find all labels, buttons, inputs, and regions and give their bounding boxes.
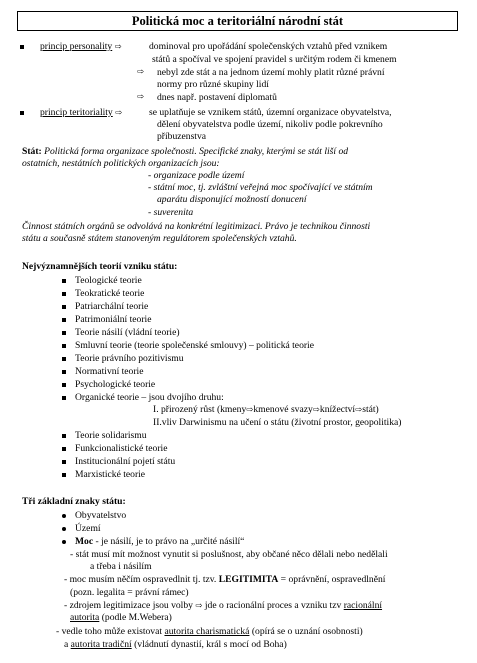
square-bullet-icon [20, 45, 24, 49]
moc-detail: - zdrojem legitimizace jsou volby ⇨ jde o racionální proces a vzniku tzv racionální [64, 600, 383, 611]
implies-arrow-icon: ⇨ [137, 67, 145, 77]
moc-detail: autorita (podle M.Webera) [70, 612, 172, 623]
square-bullet-icon [62, 460, 66, 464]
moc-detail: - stát musí mít možnost vynutit si poslušnost, aby občané něco dělali nebo nedělali [70, 549, 388, 560]
theory-item: Teorie násilí (vládní teorie) [75, 327, 180, 338]
square-bullet-icon [62, 357, 66, 361]
moc-text: - je násilí, je to právo na „určité násilí“ [93, 536, 245, 547]
principle-personality-line: dnes např. postavení diplomatů [157, 92, 277, 103]
sign-item: Území [75, 523, 101, 534]
round-bullet-icon [62, 540, 66, 544]
stat-paragraph: státu a současně státem stanoveným regulátorem společenských vztahů. [22, 233, 297, 244]
implies-arrow-icon: ⇨ [246, 405, 254, 415]
stat-definition: Politická forma organizace společnosti. Specifické znaky, kterými se stát liší od [44, 146, 349, 157]
theory-item: Teorie právního pozitivismu [75, 353, 184, 364]
stat-label: Stát: [22, 146, 42, 157]
theory-item: Organické teorie – jsou dvojího druhu: [75, 392, 224, 403]
square-bullet-icon [62, 318, 66, 322]
principle-teritoriality-line: se uplatňuje se vznikem států, územní organizace obyvatelstva, [149, 107, 392, 118]
round-bullet-icon [62, 527, 66, 531]
implies-arrow-icon: ⇨ [355, 405, 363, 415]
theory-item: Patrimoniální teorie [75, 314, 152, 325]
square-bullet-icon [62, 344, 66, 348]
stat-paragraph: Činnost státních orgánů se odvolává na konkrétní legitimizaci. Právo je technikou činnosti [22, 221, 371, 232]
sign-item: Obyvatelstvo [75, 510, 127, 521]
stat-feature: aparátu disponující možností donucení [157, 194, 307, 205]
implies-arrow-icon: ⇨ [137, 92, 145, 102]
square-bullet-icon [62, 292, 66, 296]
theory-item: Institucionální pojetí státu [75, 456, 176, 467]
square-bullet-icon [62, 447, 66, 451]
implies-arrow-icon: ⇨ [312, 405, 320, 415]
theory-item: Funkcionalistické teorie [75, 443, 168, 454]
round-bullet-icon [62, 514, 66, 518]
implies-arrow-icon: ⇨ [114, 42, 122, 52]
square-bullet-icon [62, 370, 66, 374]
stat-feature: - státní moc, tj. zvláštní veřejná moc spočívající ve státním [148, 182, 373, 193]
square-bullet-icon [62, 331, 66, 335]
theory-item: Teologické teorie [75, 275, 142, 286]
stat-feature: - organizace podle území [148, 170, 245, 181]
theory-item: Patriarchální teorie [75, 301, 149, 312]
square-bullet-icon [62, 473, 66, 477]
principle-personality-name: princip personality [40, 41, 113, 52]
square-bullet-icon [62, 434, 66, 438]
legitimita-term: LEGITIMITA [218, 574, 279, 585]
theory-item: Smluvní teorie (teorie společenské smlouvy) – politická teorie [75, 340, 314, 351]
moc-detail: a autorita tradiční (vládnutí dynastií, král s mocí od Boha) [64, 639, 287, 650]
moc-label: Moc [75, 536, 94, 547]
square-bullet-icon [62, 305, 66, 309]
principle-personality-line: nebyl zde stát a na jednom území mohly platit různé právní [157, 67, 385, 78]
principle-personality-line: států a spočíval ve spojení pravidel s určitým rodem či kmenem [152, 54, 397, 65]
page-title: Politická moc a teritoriální národní stát [17, 11, 458, 31]
stat-definition: ostatních, nestátních politických organizacích jsou: [22, 158, 220, 169]
moc-detail: a třeba i násilím [90, 561, 152, 572]
principle-teritoriality-line: příbuzenstva [157, 131, 207, 142]
principle-teritoriality-name: princip teritoriality [40, 107, 113, 118]
stat-feature: - suverenita [148, 207, 194, 218]
principle-personality-line: normy pro různé skupiny lidí [157, 79, 269, 90]
theory-item: Teorie solidarismu [75, 430, 147, 441]
organic-theory-sub: II.vliv Darwinismu na učení o státu (životní prostor, geopolitika) [153, 417, 402, 428]
moc-detail: (pozn. legalita = právní rámec) [70, 587, 189, 598]
organic-theory-sub: I. přirozený růst (kmeny⇨kmenové svazy⇨knížectví⇨stát) [153, 404, 379, 415]
moc-detail: - moc musím něčím ospravedlnit tj. tzv. LEGITIMITA = oprávnění, ospravedlnění [64, 574, 386, 585]
signs-heading: Tři základní znaky státu: [22, 496, 126, 507]
sign-item-moc [75, 536, 244, 547]
theory-item: Marxistické teorie [75, 469, 146, 480]
theory-item: Normativní teorie [75, 366, 144, 377]
implies-arrow-icon: ⇨ [115, 108, 123, 118]
theory-item: Psychologické teorie [75, 379, 156, 390]
theories-heading: Nejvýznamnějších teorií vzniku státu: [22, 261, 178, 272]
square-bullet-icon [62, 383, 66, 387]
square-bullet-icon [20, 111, 24, 115]
principle-personality-line: dominoval pro upořádání společenských vztahů před vznikem [149, 41, 388, 52]
principle-teritoriality-line: dělení obyvatelstva podle území, nikoliv podle pokrevního [157, 119, 383, 130]
square-bullet-icon [62, 279, 66, 283]
moc-detail: - vedle toho může existovat autorita charismatická (opírá se o uznání osobnosti) [56, 626, 363, 637]
square-bullet-icon [62, 396, 66, 400]
implies-arrow-icon: ⇨ [195, 601, 203, 611]
theory-item: Teokratické teorie [75, 288, 145, 299]
